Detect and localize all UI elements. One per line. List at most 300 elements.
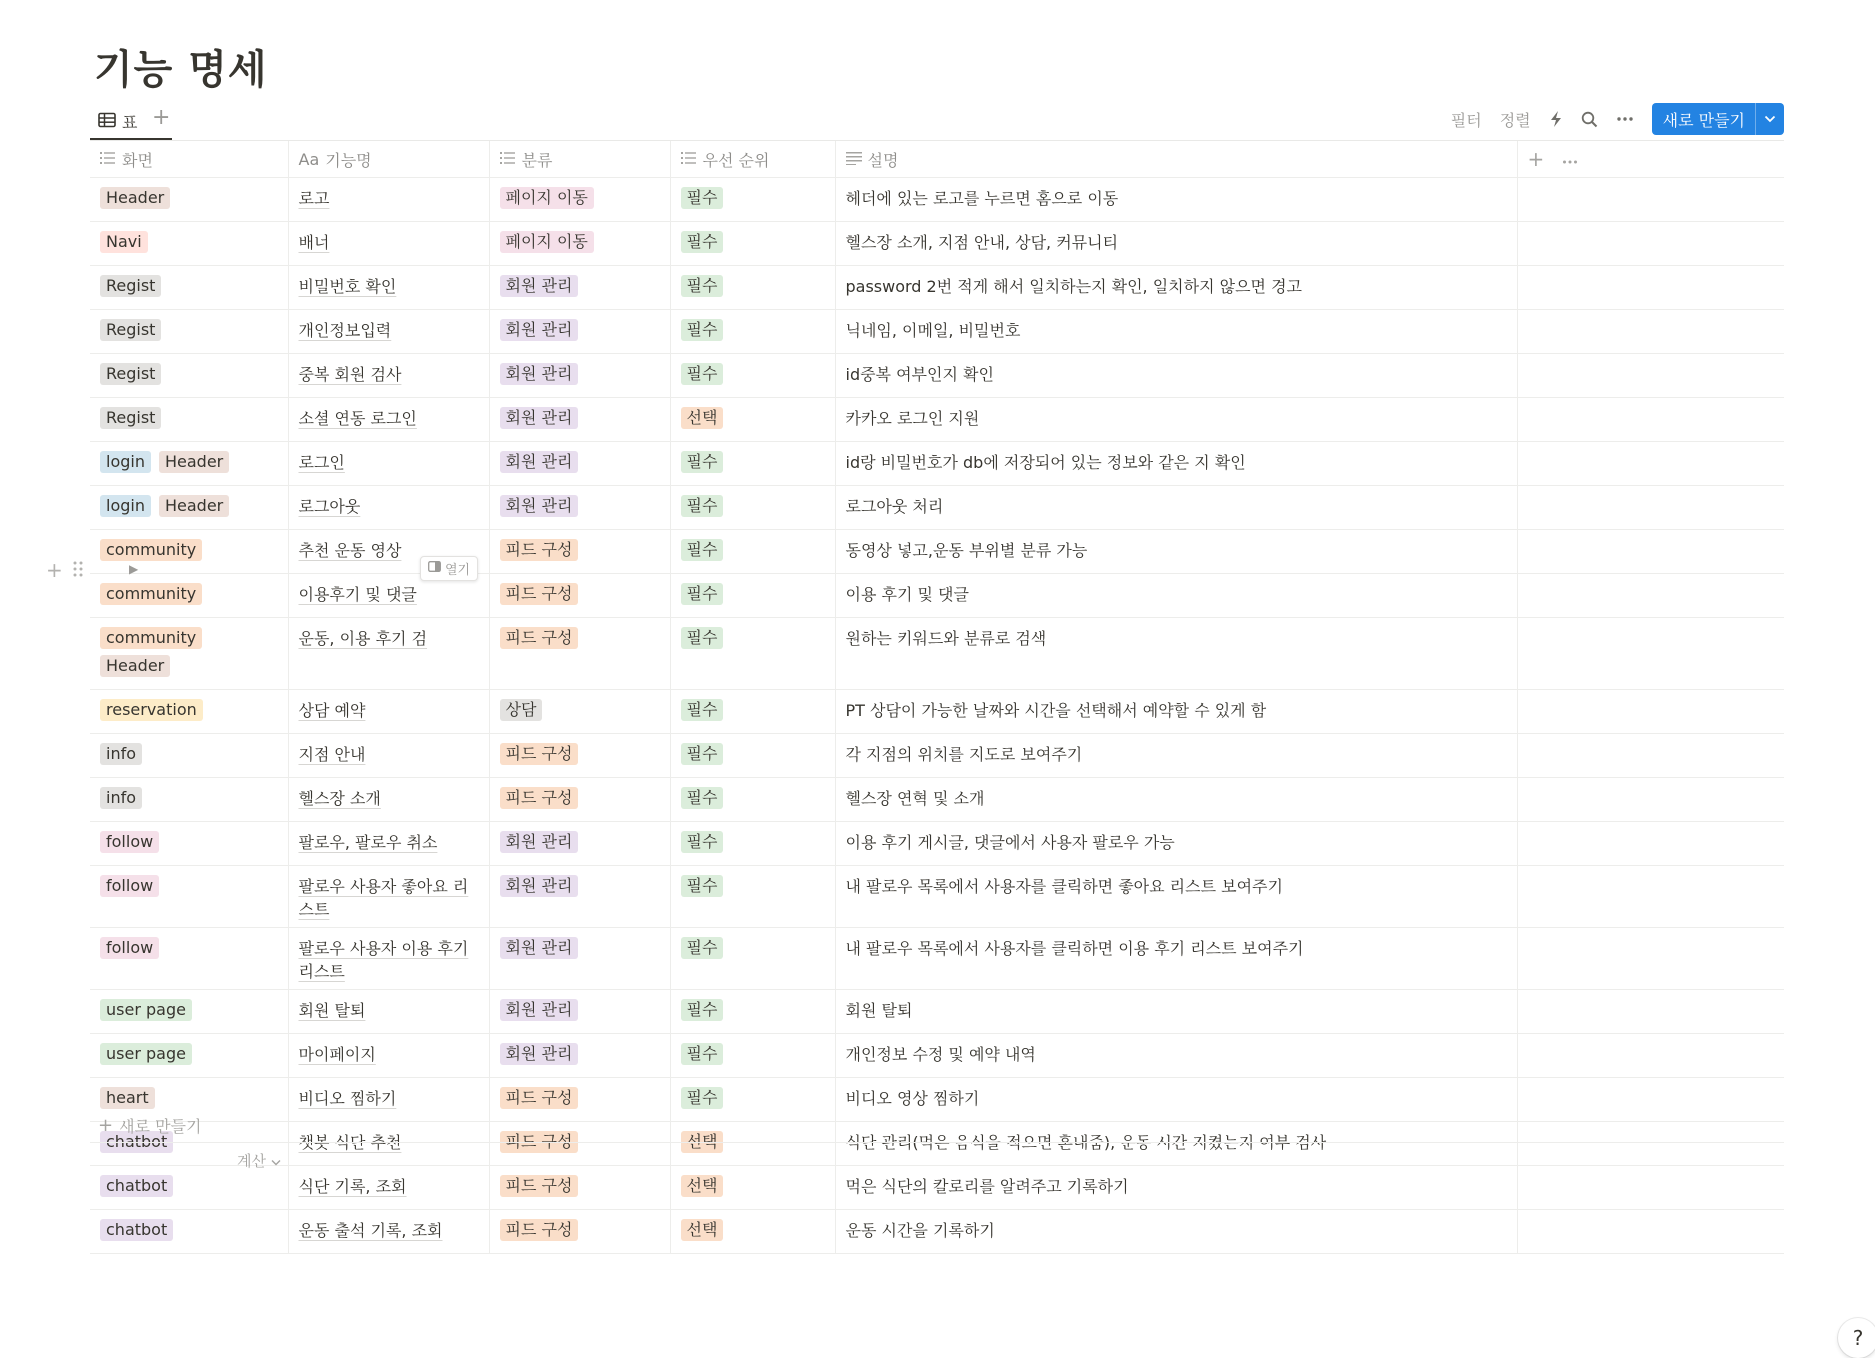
table-row[interactable] bbox=[90, 310, 1784, 354]
priority-cell[interactable] bbox=[670, 928, 835, 990]
calculate-label: 계산 bbox=[237, 1152, 266, 1170]
priority-tag: 필수 bbox=[681, 937, 724, 959]
table-row[interactable] bbox=[90, 442, 1784, 486]
priority-cell[interactable] bbox=[670, 310, 835, 354]
category-tag: 회원 관리 bbox=[500, 319, 579, 341]
screen-tag: chatbot bbox=[100, 1131, 173, 1153]
description-text: 회원 탈퇴 bbox=[845, 1001, 913, 1020]
screen-tag: Navi bbox=[100, 231, 148, 253]
priority-cell[interactable] bbox=[670, 574, 835, 618]
screen-tag: community bbox=[100, 627, 202, 649]
list-property-icon bbox=[100, 150, 116, 169]
more-options-icon[interactable] bbox=[1616, 116, 1634, 122]
screen-tag: info bbox=[100, 787, 142, 809]
description-text: 헬스장 소개, 지점 안내, 상담, 커뮤니티 bbox=[845, 233, 1119, 252]
description-text: PT 상담이 가능한 날짜와 시간을 선택해서 예약할 수 있게 함 bbox=[845, 701, 1267, 720]
screen-cell[interactable] bbox=[90, 928, 288, 990]
screen-cell[interactable] bbox=[90, 574, 288, 618]
description-cell[interactable] bbox=[835, 574, 1517, 618]
category-tag: 회원 관리 bbox=[500, 363, 579, 385]
empty-cell[interactable] bbox=[1517, 310, 1784, 354]
table-row[interactable] bbox=[90, 990, 1784, 1034]
category-tag: 회원 관리 bbox=[500, 937, 579, 959]
priority-tag: 필수 bbox=[681, 743, 724, 765]
feature-name[interactable]: 헬스장 소개 bbox=[298, 789, 381, 808]
category-cell[interactable] bbox=[489, 530, 670, 574]
feature-name[interactable]: 팔로우 사용자 이용 후기 리스트 bbox=[298, 939, 469, 981]
empty-cell[interactable] bbox=[1517, 530, 1784, 574]
category-cell[interactable] bbox=[489, 222, 670, 266]
priority-cell[interactable] bbox=[670, 1166, 835, 1210]
priority-cell[interactable] bbox=[670, 266, 835, 310]
priority-cell[interactable] bbox=[670, 690, 835, 734]
view-tab-label: 표 bbox=[122, 113, 138, 132]
column-header-name[interactable] bbox=[288, 141, 489, 178]
priority-cell[interactable] bbox=[670, 354, 835, 398]
category-tag: 피드 구성 bbox=[500, 627, 579, 649]
feature-name[interactable]: 중복 회원 검사 bbox=[298, 365, 402, 384]
screen-cell[interactable] bbox=[90, 442, 288, 486]
empty-cell[interactable] bbox=[1517, 486, 1784, 530]
empty-cell[interactable] bbox=[1517, 574, 1784, 618]
feature-name[interactable]: 운동 출석 기록, 조회 bbox=[298, 1221, 443, 1240]
table-row[interactable] bbox=[90, 866, 1784, 928]
name-cell[interactable] bbox=[288, 928, 489, 990]
category-tag: 피드 구성 bbox=[500, 1131, 579, 1153]
new-row-label: 새로 만들기 bbox=[119, 1117, 202, 1136]
name-cell[interactable] bbox=[288, 442, 489, 486]
category-cell[interactable] bbox=[489, 398, 670, 442]
feature-name[interactable]: 식단 기록, 조회 bbox=[298, 1177, 407, 1196]
category-cell[interactable] bbox=[489, 354, 670, 398]
category-tag: 피드 구성 bbox=[500, 1087, 579, 1109]
column-header-priority[interactable] bbox=[670, 141, 835, 178]
feature-name[interactable]: 비밀번호 확인 bbox=[298, 277, 397, 296]
expand-toggle-icon[interactable]: ▶ bbox=[129, 562, 139, 576]
description-text: id중복 여부인지 확인 bbox=[845, 365, 994, 384]
list-property-icon bbox=[500, 150, 516, 169]
empty-cell[interactable] bbox=[1517, 442, 1784, 486]
description-text: 헬스장 연혁 및 소개 bbox=[845, 789, 985, 808]
name-cell[interactable] bbox=[288, 778, 489, 822]
column-label: 기능명 bbox=[325, 150, 372, 170]
table-row[interactable] bbox=[90, 690, 1784, 734]
priority-cell[interactable] bbox=[670, 822, 835, 866]
view-tab-table[interactable] bbox=[94, 108, 141, 135]
category-tag: 회원 관리 bbox=[500, 1043, 579, 1065]
priority-cell[interactable] bbox=[670, 398, 835, 442]
feature-name[interactable]: 운동, 이용 후기 검 bbox=[298, 629, 428, 648]
add-property-icon[interactable]: + bbox=[1527, 147, 1545, 171]
screen-tag: follow bbox=[100, 937, 159, 959]
screen-tag: user page bbox=[100, 999, 192, 1021]
name-cell[interactable] bbox=[288, 486, 489, 530]
empty-cell[interactable] bbox=[1517, 1034, 1784, 1078]
feature-name[interactable]: 이용후기 및 댓글 bbox=[298, 585, 417, 604]
table-row[interactable] bbox=[90, 222, 1784, 266]
empty-cell[interactable] bbox=[1517, 1166, 1784, 1210]
feature-name[interactable]: 비디오 찜하기 bbox=[298, 1089, 397, 1108]
category-cell[interactable] bbox=[489, 990, 670, 1034]
category-cell[interactable] bbox=[489, 734, 670, 778]
name-cell[interactable] bbox=[288, 1034, 489, 1078]
add-row-icon[interactable]: + bbox=[46, 558, 63, 582]
description-cell[interactable] bbox=[835, 178, 1517, 222]
description-cell[interactable] bbox=[835, 530, 1517, 574]
empty-cell[interactable] bbox=[1517, 866, 1784, 928]
screen-cell[interactable] bbox=[90, 822, 288, 866]
table-row[interactable] bbox=[90, 618, 1784, 690]
column-header-screen[interactable] bbox=[90, 141, 288, 178]
screen-cell[interactable] bbox=[90, 1034, 288, 1078]
priority-cell[interactable] bbox=[670, 486, 835, 530]
description-text: 내 팔로우 목록에서 사용자를 클릭하면 좋아요 리스트 보여주기 bbox=[845, 877, 1283, 896]
table-row[interactable] bbox=[90, 928, 1784, 990]
sort-button[interactable]: 정렬 bbox=[1499, 110, 1531, 130]
description-text: 개인정보 수정 및 예약 내역 bbox=[845, 1045, 1036, 1064]
description-text: password 2번 적게 해서 일치하는지 확인, 일치하지 않으면 경고 bbox=[845, 277, 1302, 296]
column-header-category[interactable] bbox=[489, 141, 670, 178]
screen-cell[interactable] bbox=[90, 778, 288, 822]
name-cell[interactable] bbox=[288, 866, 489, 928]
feature-name[interactable]: 로그인 bbox=[298, 453, 345, 472]
description-text: 로그아웃 처리 bbox=[845, 497, 944, 516]
priority-cell[interactable] bbox=[670, 990, 835, 1034]
screen-tag: Regist bbox=[100, 407, 161, 429]
feature-name[interactable]: 소셜 연동 로그인 bbox=[298, 409, 417, 428]
priority-tag: 선택 bbox=[681, 1131, 724, 1153]
help-button[interactable]: ? bbox=[1838, 1318, 1875, 1358]
chevron-down-icon[interactable] bbox=[1755, 103, 1784, 135]
screen-tag: Regist bbox=[100, 319, 161, 341]
screen-tag: reservation bbox=[100, 699, 203, 721]
priority-cell[interactable] bbox=[670, 442, 835, 486]
filter-button[interactable]: 필터 bbox=[1450, 110, 1482, 130]
priority-cell[interactable] bbox=[670, 778, 835, 822]
empty-cell[interactable] bbox=[1517, 618, 1784, 690]
description-text: id랑 비밀번호가 db에 저장되어 있는 정보와 같은 지 확인 bbox=[845, 453, 1246, 472]
description-cell[interactable] bbox=[835, 928, 1517, 990]
priority-tag: 필수 bbox=[681, 699, 724, 721]
search-icon[interactable] bbox=[1581, 111, 1598, 128]
screen-cell[interactable] bbox=[90, 618, 288, 690]
feature-name[interactable]: 로고 bbox=[298, 189, 330, 208]
table-row[interactable] bbox=[90, 530, 1784, 574]
category-tag: 피드 구성 bbox=[500, 539, 579, 561]
priority-tag: 필수 bbox=[681, 875, 724, 897]
screen-tag: chatbot bbox=[100, 1175, 173, 1197]
empty-cell[interactable] bbox=[1517, 266, 1784, 310]
category-tag: 페이지 이동 bbox=[500, 231, 594, 253]
category-tag: 회원 관리 bbox=[500, 451, 579, 473]
screen-cell[interactable] bbox=[90, 734, 288, 778]
priority-cell[interactable] bbox=[670, 618, 835, 690]
table-row[interactable] bbox=[90, 574, 1784, 618]
more-options-icon[interactable] bbox=[1562, 150, 1578, 169]
description-text: 식단 관리(먹은 음식을 적으면 혼내줌), 운동 시간 지켰는지 여부 검사 bbox=[845, 1133, 1327, 1152]
category-cell[interactable] bbox=[489, 690, 670, 734]
priority-cell[interactable] bbox=[670, 1034, 835, 1078]
priority-tag: 필수 bbox=[681, 319, 724, 341]
description-cell[interactable] bbox=[835, 486, 1517, 530]
empty-cell[interactable] bbox=[1517, 1210, 1784, 1254]
category-cell[interactable] bbox=[489, 442, 670, 486]
table-row[interactable] bbox=[90, 778, 1784, 822]
feature-name[interactable]: 지점 안내 bbox=[298, 745, 366, 764]
empty-cell[interactable] bbox=[1517, 222, 1784, 266]
category-cell[interactable] bbox=[489, 928, 670, 990]
category-tag: 회원 관리 bbox=[500, 495, 579, 517]
table-row[interactable] bbox=[90, 266, 1784, 310]
screen-cell[interactable] bbox=[90, 354, 288, 398]
screen-cell[interactable] bbox=[90, 266, 288, 310]
category-tag: 피드 구성 bbox=[500, 787, 579, 809]
category-cell[interactable] bbox=[489, 618, 670, 690]
description-cell[interactable] bbox=[835, 354, 1517, 398]
table-row[interactable] bbox=[90, 1034, 1784, 1078]
feature-name[interactable]: 팔로우 사용자 좋아요 리스트 bbox=[298, 877, 469, 919]
description-cell[interactable] bbox=[835, 310, 1517, 354]
description-cell[interactable] bbox=[835, 778, 1517, 822]
screen-tag: user page bbox=[100, 1043, 192, 1065]
priority-tag: 필수 bbox=[681, 539, 724, 561]
category-tag: 피드 구성 bbox=[500, 1219, 579, 1241]
description-text: 운동 시간을 기록하기 bbox=[845, 1221, 995, 1240]
category-cell[interactable] bbox=[489, 822, 670, 866]
screen-tag: community bbox=[100, 583, 202, 605]
table-row[interactable] bbox=[90, 486, 1784, 530]
screen-tag: community bbox=[100, 539, 202, 561]
name-cell[interactable] bbox=[288, 734, 489, 778]
description-text: 헤더에 있는 로고를 누르면 홈으로 이동 bbox=[845, 189, 1119, 208]
plus-icon: + bbox=[98, 1115, 114, 1136]
empty-cell[interactable] bbox=[1517, 734, 1784, 778]
table-row[interactable] bbox=[90, 178, 1784, 222]
feature-name[interactable]: 팔로우, 팔로우 취소 bbox=[298, 833, 438, 852]
screen-cell[interactable] bbox=[90, 866, 288, 928]
name-cell[interactable] bbox=[288, 222, 489, 266]
empty-cell[interactable] bbox=[1517, 822, 1784, 866]
name-cell[interactable] bbox=[288, 178, 489, 222]
empty-cell[interactable] bbox=[1517, 778, 1784, 822]
name-cell[interactable] bbox=[288, 618, 489, 690]
name-cell[interactable] bbox=[288, 266, 489, 310]
description-cell[interactable] bbox=[835, 266, 1517, 310]
screen-cell[interactable] bbox=[90, 1166, 288, 1210]
priority-cell[interactable] bbox=[670, 866, 835, 928]
screen-cell[interactable] bbox=[90, 1210, 288, 1254]
table-row[interactable] bbox=[90, 1210, 1784, 1254]
column-label: 설명 bbox=[867, 150, 899, 170]
category-cell[interactable] bbox=[489, 778, 670, 822]
screen-cell[interactable] bbox=[90, 486, 288, 530]
description-cell[interactable] bbox=[835, 990, 1517, 1034]
screen-tag: login bbox=[100, 495, 151, 517]
table-row[interactable] bbox=[90, 398, 1784, 442]
priority-tag: 필수 bbox=[681, 495, 724, 517]
column-header-actions bbox=[1517, 141, 1784, 178]
empty-cell[interactable] bbox=[1517, 928, 1784, 990]
description-cell[interactable] bbox=[835, 1210, 1517, 1254]
priority-tag: 필수 bbox=[681, 583, 724, 605]
priority-cell[interactable] bbox=[670, 222, 835, 266]
category-cell[interactable] bbox=[489, 1034, 670, 1078]
text-property-icon: Aa bbox=[298, 149, 320, 169]
screen-tag: info bbox=[100, 743, 142, 765]
feature-name[interactable]: 상담 예약 bbox=[298, 701, 366, 720]
table-icon bbox=[98, 112, 116, 132]
view-bar bbox=[90, 100, 1784, 140]
new-button[interactable] bbox=[1652, 103, 1784, 135]
description-cell[interactable] bbox=[835, 398, 1517, 442]
list-property-icon bbox=[681, 150, 697, 169]
row-hover-controls bbox=[46, 558, 83, 582]
page-title: 기능 명세 bbox=[94, 47, 268, 93]
category-cell[interactable] bbox=[489, 266, 670, 310]
table-row[interactable] bbox=[90, 354, 1784, 398]
category-tag: 회원 관리 bbox=[500, 831, 579, 853]
priority-cell[interactable] bbox=[670, 178, 835, 222]
description-text: 먹은 식단의 칼로리를 알려주고 기록하기 bbox=[845, 1177, 1129, 1196]
screen-tag: Header bbox=[100, 187, 170, 209]
screen-tag: login bbox=[100, 451, 151, 473]
screen-tag: Header bbox=[100, 655, 170, 677]
priority-tag: 선택 bbox=[681, 407, 724, 429]
column-label: 우선 순위 bbox=[702, 150, 770, 170]
empty-cell[interactable] bbox=[1517, 690, 1784, 734]
screen-cell[interactable] bbox=[90, 690, 288, 734]
priority-tag: 필수 bbox=[681, 999, 724, 1021]
screen-cell[interactable] bbox=[90, 990, 288, 1034]
description-cell[interactable] bbox=[835, 734, 1517, 778]
description-text: 내 팔로우 목록에서 사용자를 클릭하면 이용 후기 리스트 보여주기 bbox=[845, 939, 1304, 958]
category-cell[interactable] bbox=[489, 574, 670, 618]
description-text: 원하는 키워드와 분류로 검색 bbox=[845, 629, 1047, 648]
name-cell[interactable] bbox=[288, 1210, 489, 1254]
name-cell[interactable] bbox=[288, 690, 489, 734]
feature-name[interactable]: 배너 bbox=[298, 233, 330, 252]
priority-tag: 선택 bbox=[681, 1219, 724, 1241]
feature-name[interactable]: 회원 탈퇴 bbox=[298, 1001, 366, 1020]
category-cell[interactable] bbox=[489, 866, 670, 928]
name-cell[interactable] bbox=[288, 354, 489, 398]
description-text: 이용 후기 게시글, 댓글에서 사용자 팔로우 가능 bbox=[845, 833, 1175, 852]
name-cell[interactable] bbox=[288, 822, 489, 866]
category-cell[interactable] bbox=[489, 178, 670, 222]
category-tag: 회원 관리 bbox=[500, 407, 579, 429]
priority-tag: 필수 bbox=[681, 831, 724, 853]
automation-bolt-icon[interactable] bbox=[1549, 110, 1563, 128]
column-label: 화면 bbox=[122, 150, 153, 170]
description-cell[interactable] bbox=[835, 222, 1517, 266]
priority-cell[interactable] bbox=[670, 530, 835, 574]
description-cell[interactable] bbox=[835, 442, 1517, 486]
text-lines-icon bbox=[846, 150, 862, 169]
description-text: 동영상 넣고,운동 부위별 분류 가능 bbox=[845, 541, 1088, 560]
category-tag: 상담 bbox=[500, 699, 543, 721]
priority-tag: 필수 bbox=[681, 627, 724, 649]
screen-tag: chatbot bbox=[100, 1219, 173, 1241]
feature-name[interactable]: 로그아웃 bbox=[298, 497, 361, 516]
empty-cell[interactable] bbox=[1517, 398, 1784, 442]
table-row[interactable] bbox=[90, 1166, 1784, 1210]
description-cell[interactable] bbox=[835, 618, 1517, 690]
description-cell[interactable] bbox=[835, 690, 1517, 734]
screen-cell[interactable] bbox=[90, 178, 288, 222]
screen-cell[interactable] bbox=[90, 222, 288, 266]
table-row[interactable] bbox=[90, 822, 1784, 866]
category-cell[interactable] bbox=[489, 1210, 670, 1254]
screen-cell[interactable] bbox=[90, 398, 288, 442]
category-tag: 피드 구성 bbox=[500, 583, 579, 605]
description-cell[interactable] bbox=[835, 1166, 1517, 1210]
feature-name[interactable]: 개인정보입력 bbox=[298, 321, 392, 340]
category-cell[interactable] bbox=[489, 486, 670, 530]
priority-tag: 필수 bbox=[681, 275, 724, 297]
category-tag: 회원 관리 bbox=[500, 999, 579, 1021]
screen-tag: follow bbox=[100, 831, 159, 853]
category-cell[interactable] bbox=[489, 310, 670, 354]
feature-name[interactable]: 추천 운동 영상 bbox=[298, 541, 402, 560]
table-row[interactable] bbox=[90, 734, 1784, 778]
screen-tag: Regist bbox=[100, 363, 161, 385]
chevron-down-icon bbox=[271, 1152, 281, 1170]
screen-tag: Header bbox=[159, 451, 229, 473]
name-cell[interactable] bbox=[288, 990, 489, 1034]
category-cell[interactable] bbox=[489, 1166, 670, 1210]
category-tag: 피드 구성 bbox=[500, 743, 579, 765]
screen-tag: heart bbox=[100, 1087, 155, 1109]
priority-cell[interactable] bbox=[670, 734, 835, 778]
name-cell[interactable] bbox=[288, 310, 489, 354]
description-text: 각 지점의 위치를 지도로 보여주기 bbox=[845, 745, 1083, 764]
new-row-button[interactable] bbox=[90, 1109, 1784, 1143]
description-text: 닉네임, 이메일, 비밀번호 bbox=[845, 321, 1021, 340]
column-header-description[interactable] bbox=[835, 141, 1517, 178]
description-cell[interactable] bbox=[835, 866, 1517, 928]
category-tag: 피드 구성 bbox=[500, 1175, 579, 1197]
feature-name[interactable]: 마이페이지 bbox=[298, 1045, 376, 1064]
priority-cell[interactable] bbox=[670, 1210, 835, 1254]
calculate-button[interactable] bbox=[237, 1150, 281, 1171]
description-cell[interactable] bbox=[835, 822, 1517, 866]
name-cell[interactable] bbox=[288, 398, 489, 442]
category-tag: 페이지 이동 bbox=[500, 187, 594, 209]
description-cell[interactable] bbox=[835, 1034, 1517, 1078]
screen-cell[interactable] bbox=[90, 530, 288, 574]
open-page-button[interactable] bbox=[420, 556, 478, 581]
column-label: 분류 bbox=[521, 150, 553, 170]
priority-tag: 필수 bbox=[681, 451, 724, 473]
description-text: 카카오 로그인 지원 bbox=[845, 409, 980, 428]
name-cell[interactable] bbox=[288, 1166, 489, 1210]
feature-name[interactable]: 챗봇 식단 추천 bbox=[298, 1133, 402, 1152]
open-label: 열기 bbox=[445, 563, 471, 578]
priority-tag: 필수 bbox=[681, 231, 724, 253]
drag-handle-icon[interactable] bbox=[73, 558, 83, 582]
description-text: 이용 후기 및 댓글 bbox=[845, 585, 969, 604]
toolbar bbox=[1451, 103, 1784, 135]
database-table bbox=[90, 141, 1784, 1254]
screen-tag: Header bbox=[159, 495, 229, 517]
priority-tag: 선택 bbox=[681, 1175, 724, 1197]
empty-cell[interactable] bbox=[1517, 178, 1784, 222]
add-view-button[interactable]: + bbox=[152, 105, 171, 130]
category-tag: 회원 관리 bbox=[500, 275, 579, 297]
empty-cell[interactable] bbox=[1517, 990, 1784, 1034]
empty-cell[interactable] bbox=[1517, 354, 1784, 398]
screen-cell[interactable] bbox=[90, 310, 288, 354]
